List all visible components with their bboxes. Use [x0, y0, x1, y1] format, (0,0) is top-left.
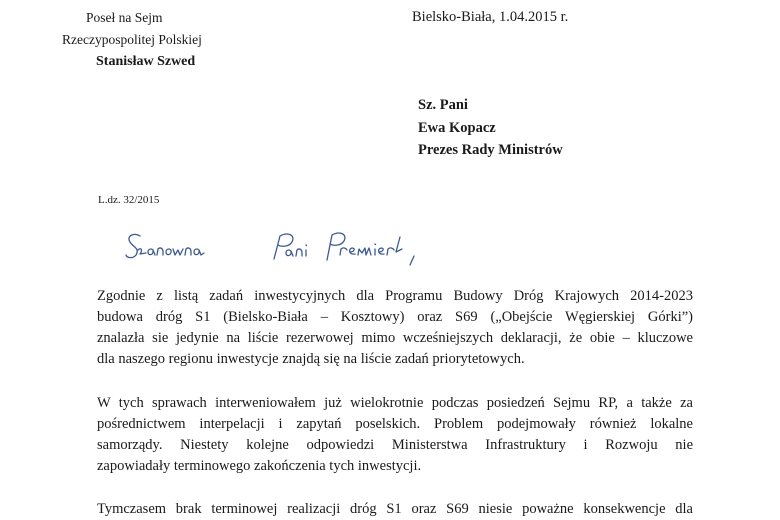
handwritten-salutation: [124, 222, 444, 272]
place-date: Bielsko-Biała, 1.04.2015 r.: [412, 9, 569, 25]
recipient-title: Prezes Rady Ministrów: [418, 142, 563, 158]
body-line: pośrednictwem interpelacji i zapytań poselskich. Problem podejmowały również lokalne: [97, 416, 693, 432]
sender-institution: Rzeczypospolitej Polskiej: [62, 32, 202, 47]
recipient-name: Ewa Kopacz: [418, 120, 496, 136]
body-line: samorządy. Niestety kolejne odpowiedzi Ministerstwa Infrastruktury i Rozwoju nie: [97, 437, 693, 453]
body-line: dla naszego regionu inwestycje znajdą się na liście zadań priorytetowych.: [97, 351, 525, 367]
body-line: Tymczasem brak terminowej realizacji dróg S1 oraz S69 niesie poważne konsekwencje dla: [97, 501, 693, 517]
body-line: Zgodnie z listą zadań inwestycyjnych dla Programu Budowy Dróg Krajowych 2014-2023: [97, 288, 693, 304]
sender-name: Stanisław Szwed: [96, 54, 196, 69]
reference-number: L.dz. 32/2015: [98, 194, 160, 206]
body-line: budowa dróg S1 (Bielsko-Biała – Kosztowy) oraz S69 („Obejście Węgierskiej Górki”): [97, 309, 693, 325]
sender-title: Poseł na Sejm: [86, 10, 163, 25]
body-paragraph-1: [97, 286, 693, 370]
recipient-salutation: Sz. Pani: [418, 97, 468, 113]
body-line: zapowiadały terminowego zakończenia tych inwestycji.: [97, 458, 422, 474]
body-paragraph-2: [97, 393, 693, 477]
body-line: W tych sprawach interweniowałem już wielokrotnie podczas posiedzeń Sejmu RP, a także za: [97, 395, 693, 411]
body-line: znalazła sie jedynie na liście rezerwowej mimo wcześniejszych deklaracji, że obie – kluczowe: [97, 330, 693, 346]
